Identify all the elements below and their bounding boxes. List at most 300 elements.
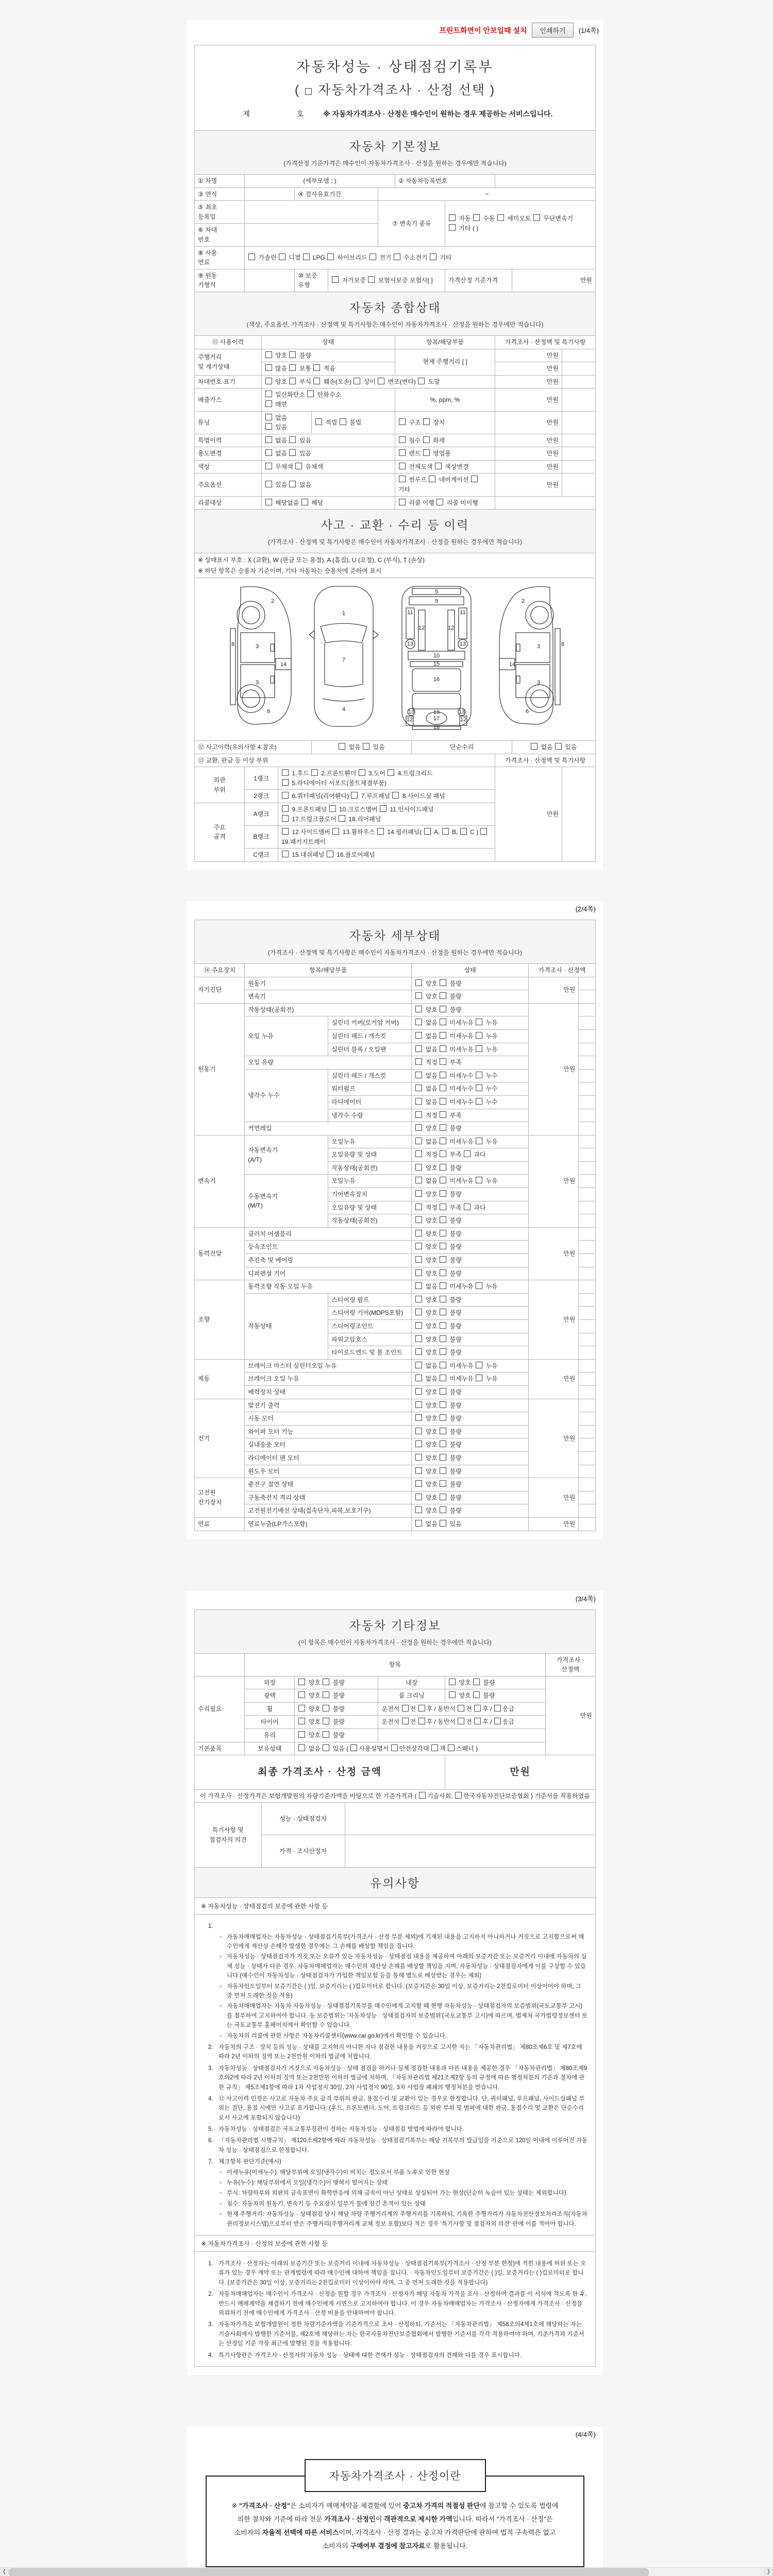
checkbox-icon[interactable] — [265, 463, 272, 469]
checkbox-icon[interactable] — [440, 1098, 446, 1105]
table-cell: 15.대쉬패널 16.플로어패널 — [278, 849, 495, 862]
checkbox-icon[interactable] — [429, 476, 435, 482]
checkbox-icon[interactable] — [440, 1216, 446, 1223]
checkbox-icon[interactable] — [423, 418, 430, 425]
checkbox-icon[interactable] — [415, 1322, 422, 1329]
checkbox-icon[interactable] — [415, 1124, 422, 1131]
bullet-icon: ◦ — [220, 2180, 222, 2187]
notice-bullet — [220, 2031, 588, 2041]
checkbox-icon[interactable] — [424, 828, 431, 835]
checkbox-icon[interactable] — [399, 476, 406, 482]
checkbox-icon[interactable] — [298, 1731, 305, 1738]
checkbox-icon[interactable] — [380, 805, 386, 812]
table-cell: 만원 — [529, 1517, 579, 1531]
table-cell — [579, 1043, 596, 1056]
checkbox-icon[interactable] — [476, 1098, 482, 1105]
checkbox-icon[interactable] — [494, 1705, 501, 1711]
checkbox-icon[interactable] — [265, 364, 272, 371]
checkbox-icon[interactable] — [391, 1744, 398, 1751]
checkbox-icon[interactable] — [415, 1058, 422, 1065]
checkbox-icon[interactable] — [471, 476, 478, 482]
checkbox-icon[interactable] — [415, 1494, 422, 1500]
checkbox-icon[interactable] — [480, 828, 487, 835]
checkbox-icon[interactable] — [323, 1679, 329, 1685]
checkbox-icon[interactable] — [473, 214, 480, 221]
checkbox-icon[interactable] — [449, 1691, 456, 1698]
checkbox-icon[interactable] — [440, 1124, 446, 1131]
section-subtitle: (가격조사 · 산정액 및 특기사항은 매수인이 자동차가격조사 · 산정을 원하는 경우에만 적습니다) — [267, 948, 523, 956]
print-toolbar — [187, 20, 603, 41]
table-row — [195, 1478, 596, 1492]
checkbox-icon[interactable] — [464, 1150, 470, 1157]
checkbox-icon[interactable] — [329, 805, 336, 812]
table-cell — [579, 1491, 596, 1504]
checkbox-icon[interactable] — [327, 851, 333, 857]
checkbox-icon[interactable] — [440, 1256, 446, 1263]
checkbox-icon[interactable] — [289, 481, 296, 487]
checkbox-icon[interactable] — [440, 1309, 446, 1315]
checkbox-icon[interactable] — [440, 1494, 446, 1500]
checkbox-icon[interactable] — [305, 88, 312, 95]
checkbox-icon[interactable] — [339, 815, 345, 822]
checkbox-icon[interactable] — [265, 391, 272, 397]
checkbox-icon[interactable] — [415, 1032, 422, 1039]
checkbox-icon[interactable] — [368, 276, 375, 283]
table-cell: 전기 — [195, 1399, 245, 1478]
checkbox-icon[interactable] — [476, 1072, 482, 1078]
checkbox-icon[interactable] — [323, 1718, 329, 1724]
table-cell: 와이퍼 모터 기능 — [245, 1425, 412, 1438]
checkbox-icon[interactable] — [474, 1718, 481, 1724]
table-row — [195, 1003, 596, 1016]
checkbox-icon[interactable] — [531, 743, 537, 750]
table-cell: ~ — [378, 188, 596, 201]
checkbox-icon[interactable] — [289, 351, 296, 358]
checkbox-icon[interactable] — [473, 1691, 480, 1698]
checkbox-icon[interactable] — [476, 1177, 482, 1183]
car-part-number: 12 — [460, 717, 466, 723]
checkbox-icon[interactable] — [440, 1480, 446, 1487]
checkbox-icon[interactable] — [494, 1718, 501, 1724]
notice-bullet-text: 부식: 차량하부와 외판의 금속표면이 화학반응에 의해 금속이 아닌 상태로 상실되어 가는 현상(단순히 녹슬어 있는 상태는 제외합니다) — [227, 2190, 566, 2197]
checkbox-icon[interactable] — [440, 1204, 446, 1210]
checkbox-icon[interactable] — [423, 449, 430, 456]
table-cell: 조향 — [195, 1280, 245, 1360]
checkbox-icon[interactable] — [476, 1375, 482, 1381]
checkbox-icon[interactable] — [440, 1414, 446, 1421]
notice-item-text: 자동차의 구조 · 장치 등의 성능 · 상태를 고지하지 아니한 자나 점검한 내용을 거짓으로 고지한 자는 「자동차관리법」 제80조제6호 및 제7호에 따라 2년 이하의 징역 또는 2천만원 이하의 벌금에 처합니다. — [219, 2044, 582, 2060]
notice-item — [208, 2094, 588, 2123]
checkbox-icon[interactable] — [415, 1204, 422, 1210]
checkbox-icon[interactable] — [415, 1480, 422, 1487]
checkbox-icon[interactable] — [282, 792, 289, 799]
checkbox-icon[interactable] — [354, 378, 360, 384]
notice-item — [208, 2064, 588, 2092]
checkbox-icon[interactable] — [282, 779, 289, 786]
checkbox-icon[interactable] — [476, 1282, 482, 1289]
checkbox-icon[interactable] — [419, 1792, 426, 1799]
checkbox-icon[interactable] — [399, 463, 406, 469]
checkbox-icon[interactable] — [415, 1084, 422, 1091]
checkbox-icon[interactable] — [415, 1335, 422, 1342]
table-cell: 만원 — [495, 434, 562, 447]
checkbox-icon[interactable] — [282, 769, 289, 776]
table-cell: 만원 — [545, 1676, 595, 1755]
checkbox-icon[interactable] — [415, 979, 422, 986]
checkbox-icon[interactable] — [289, 436, 296, 443]
checkbox-icon[interactable] — [440, 1150, 446, 1157]
form-title: 자동차성능 · 상태점검기록부 — [296, 59, 494, 75]
table-cell: 내장 — [378, 1676, 445, 1689]
checkbox-icon[interactable] — [431, 1744, 438, 1751]
checkbox-icon[interactable] — [399, 449, 406, 456]
car-part-number: 3 — [536, 643, 540, 650]
checkbox-icon[interactable] — [440, 1362, 446, 1368]
checkbox-icon[interactable] — [458, 1705, 464, 1711]
checkbox-icon[interactable] — [415, 1150, 422, 1157]
table-cell: 추진축 및 베어링 — [245, 1254, 412, 1267]
table-cell: 항목/해당부품 — [245, 963, 412, 977]
checkbox-icon[interactable] — [440, 1190, 446, 1197]
basic-info-table — [194, 174, 596, 292]
checkbox-icon[interactable] — [476, 1045, 482, 1052]
checkbox-icon[interactable] — [440, 1388, 446, 1395]
checkbox-icon[interactable] — [282, 851, 289, 857]
checkbox-icon[interactable] — [399, 418, 406, 425]
table-cell: 6.쿼터패널(리어휀다) 7.루프패널 8.사이드실 패널 — [278, 790, 495, 803]
checkbox-icon[interactable] — [418, 1705, 425, 1711]
checkbox-icon[interactable] — [402, 1718, 409, 1724]
checkbox-icon[interactable] — [497, 214, 504, 221]
checkbox-icon[interactable] — [282, 815, 289, 822]
table-cell: 워터펌프 — [328, 1082, 412, 1096]
checkbox-icon[interactable] — [332, 276, 339, 283]
checkbox-icon[interactable] — [415, 1111, 422, 1118]
checkbox-icon[interactable] — [440, 1177, 446, 1183]
checkbox-icon[interactable] — [440, 1019, 446, 1025]
checkbox-icon[interactable] — [363, 743, 369, 750]
checkbox-icon[interactable] — [415, 1190, 422, 1197]
checkbox-icon[interactable] — [265, 400, 272, 407]
checkbox-icon[interactable] — [289, 364, 296, 371]
checkbox-icon[interactable] — [415, 1006, 422, 1012]
checkbox-icon[interactable] — [474, 1705, 481, 1711]
checkbox-icon[interactable] — [415, 1388, 422, 1395]
checkbox-icon[interactable] — [440, 1084, 446, 1091]
checkbox-icon[interactable] — [415, 1440, 422, 1447]
checkbox-icon[interactable] — [440, 1282, 446, 1289]
checkbox-icon[interactable] — [449, 224, 456, 231]
checkbox-icon[interactable] — [415, 1414, 422, 1421]
checkbox-icon[interactable] — [442, 828, 449, 835]
table-cell: 윈도우 모터 — [245, 1465, 412, 1478]
checkbox-icon[interactable] — [265, 481, 272, 487]
notice-item-text: ⑫ 사고이력 인정은 사고로 자동차 주요 골격 부위의 판금, 용접수리 및 교환이 있는 경우로 한정합니다. 단, 쿼터패널, 루프패널, 사이드실패널 부위는 절단, 용접 시에만 사고로 표기합니다. (후드, 프론트펜더, 도어, 트렁크리드 등 외판 부위 및 범퍼에 대한 판금, 용접수리 및 교환은 단순수리로서 사고에 포함되지 않습니다) — [219, 2095, 585, 2121]
checkbox-icon[interactable] — [440, 1428, 446, 1434]
checkbox-icon[interactable] — [289, 378, 296, 384]
checkbox-icon[interactable] — [394, 253, 400, 260]
table-cell: 유리 — [245, 1729, 295, 1742]
checkbox-icon[interactable] — [313, 378, 320, 384]
checkbox-icon[interactable] — [440, 1230, 446, 1236]
checkbox-icon[interactable] — [313, 364, 320, 371]
checkbox-icon[interactable] — [415, 1467, 422, 1474]
checkbox-icon[interactable] — [323, 1744, 329, 1751]
checkbox-icon[interactable] — [392, 792, 399, 799]
checkbox-icon[interactable] — [298, 1691, 305, 1698]
checkbox-icon[interactable] — [423, 436, 430, 443]
table-cell: 실린더 블록 / 오일팬 — [328, 1043, 412, 1056]
checkbox-icon[interactable] — [415, 1282, 422, 1289]
checkbox-icon[interactable] — [339, 743, 345, 750]
checkbox-icon[interactable] — [399, 436, 406, 443]
table-cell — [562, 447, 595, 461]
checkbox-icon[interactable] — [415, 1428, 422, 1434]
table-cell: 침수 화재 — [395, 434, 495, 447]
checkbox-icon[interactable] — [435, 463, 442, 469]
checkbox-icon[interactable] — [440, 1506, 446, 1513]
table-cell — [195, 1653, 245, 1676]
table-cell — [579, 1346, 596, 1360]
checkbox-icon[interactable] — [265, 499, 272, 505]
checkbox-icon[interactable] — [415, 1177, 422, 1183]
table-cell: 수동변속기 (M/T) — [245, 1175, 328, 1227]
checkbox-icon[interactable] — [399, 499, 406, 505]
checkbox-icon[interactable] — [350, 1744, 357, 1751]
checkbox-icon[interactable] — [476, 1019, 482, 1025]
table-cell — [562, 473, 595, 496]
scrollbar-thumb[interactable] — [9, 2568, 649, 2576]
checkbox-icon[interactable] — [378, 378, 384, 384]
checkbox-icon[interactable] — [415, 1045, 422, 1052]
checkbox-icon[interactable] — [327, 253, 334, 260]
checkbox-icon[interactable] — [415, 1296, 422, 1302]
checkbox-icon[interactable] — [415, 1230, 422, 1236]
print-button[interactable]: 인쇄하기 — [532, 23, 573, 38]
checkbox-icon[interactable] — [289, 449, 296, 456]
checkbox-icon[interactable] — [464, 1204, 470, 1210]
checkbox-icon[interactable] — [555, 743, 562, 750]
checkbox-icon[interactable] — [323, 1705, 329, 1711]
checkbox-icon[interactable] — [298, 1705, 305, 1711]
checkbox-icon[interactable] — [415, 1309, 422, 1315]
table-cell: 가격조사 · 산정액 — [529, 963, 596, 977]
checkbox-icon[interactable] — [440, 979, 446, 986]
table-cell: 원동기 — [195, 1003, 245, 1135]
notice-item-number: 4. — [208, 2095, 213, 2102]
checkbox-icon[interactable] — [298, 1718, 305, 1724]
checkbox-icon[interactable] — [351, 792, 358, 799]
checkbox-icon[interactable] — [415, 1072, 422, 1078]
checkbox-icon[interactable] — [282, 828, 289, 835]
checkbox-icon[interactable] — [265, 449, 272, 456]
checkbox-icon[interactable] — [265, 423, 272, 430]
car-part-number: 5 — [434, 589, 438, 596]
table-cell: 기본품목 — [195, 1742, 245, 1755]
checkbox-icon[interactable] — [415, 1506, 422, 1513]
table-cell: 휠 — [245, 1702, 295, 1716]
table-row — [195, 1689, 596, 1703]
checkbox-icon[interactable] — [440, 1058, 446, 1065]
table-cell: 브레이크 오일 누유 — [245, 1372, 412, 1386]
notice-item — [208, 2043, 588, 2062]
checkbox-icon[interactable] — [415, 1362, 422, 1368]
checkbox-icon[interactable] — [440, 1032, 446, 1039]
checkbox-icon[interactable] — [440, 992, 446, 999]
checkbox-icon[interactable] — [440, 1164, 446, 1171]
checkbox-icon[interactable] — [340, 418, 346, 425]
table-cell: 자동변속기 (A/T) — [245, 1135, 328, 1175]
checkbox-icon[interactable] — [440, 1335, 446, 1342]
checkbox-icon[interactable] — [388, 769, 394, 776]
detail-condition-table — [194, 963, 596, 1531]
scroll-right-arrow-icon[interactable]: ❭ — [764, 2568, 773, 2576]
table-cell: 양호 불량 — [412, 1504, 529, 1518]
checkbox-icon[interactable] — [369, 253, 376, 260]
checkbox-icon[interactable] — [440, 1111, 446, 1118]
table-row — [195, 1716, 596, 1729]
checkbox-icon[interactable] — [415, 1269, 422, 1276]
checkbox-icon[interactable] — [402, 1705, 409, 1711]
checkbox-icon[interactable] — [415, 1019, 422, 1025]
table-cell: 없음 미세누유 누유 — [412, 1280, 529, 1294]
checkbox-icon[interactable] — [440, 1322, 446, 1329]
checkbox-icon[interactable] — [440, 1006, 446, 1012]
checkbox-icon[interactable] — [307, 391, 314, 397]
table-cell: 양호 불량 — [412, 1451, 529, 1465]
horizontal-scrollbar[interactable] — [0, 2567, 773, 2576]
checkbox-icon[interactable] — [476, 1362, 482, 1368]
table-cell: ⑤ 최초 등록일 — [195, 201, 245, 224]
checkbox-icon[interactable] — [415, 1520, 422, 1527]
section-subtitle: (색상, 주요옵션, 가격조사 · 산정액 및 특기사항은 매수인이 자동차가격조사 · 산정을 원하는 경우에만 적습니다) — [246, 320, 544, 328]
checkbox-icon[interactable] — [298, 1679, 305, 1685]
checkbox-icon[interactable] — [295, 463, 302, 469]
checkbox-icon[interactable] — [476, 1138, 482, 1144]
checkbox-icon[interactable] — [332, 828, 339, 835]
section-accident-history — [194, 509, 596, 553]
checkbox-icon[interactable] — [377, 828, 384, 835]
checkbox-icon[interactable] — [265, 378, 272, 384]
checkbox-icon[interactable] — [323, 1691, 329, 1698]
checkbox-icon[interactable] — [440, 1072, 446, 1078]
checkbox-icon[interactable] — [440, 1348, 446, 1355]
checkbox-icon[interactable] — [476, 1032, 482, 1039]
checkbox-icon[interactable] — [440, 1138, 446, 1144]
checkbox-icon[interactable] — [440, 1045, 446, 1052]
scroll-left-arrow-icon[interactable]: ❬ — [0, 2568, 9, 2576]
checkbox-icon[interactable] — [415, 1098, 422, 1105]
table-cell: 외장 — [245, 1676, 295, 1689]
checkbox-icon[interactable] — [533, 214, 540, 221]
checkbox-icon[interactable] — [440, 1467, 446, 1474]
checkbox-icon[interactable] — [440, 1296, 446, 1302]
checkbox-icon[interactable] — [440, 1401, 446, 1408]
checkbox-icon[interactable] — [298, 1744, 305, 1751]
checkbox-icon[interactable] — [315, 418, 322, 425]
checkbox-icon[interactable] — [311, 769, 318, 776]
checkbox-icon[interactable] — [440, 1440, 446, 1447]
checkbox-icon[interactable] — [415, 1164, 422, 1171]
table-cell: 냉각수 수량 — [328, 1109, 412, 1122]
checkbox-icon[interactable] — [265, 351, 272, 358]
table-cell — [562, 375, 595, 388]
table-cell — [579, 1517, 596, 1531]
notice-bullet-text: 침수: 자동차의 원동기, 변속기 등 주요장치 일부가 물에 잠긴 흔적이 있는 상태 — [227, 2200, 426, 2207]
section-misc-info — [194, 1609, 596, 1654]
checkbox-icon[interactable] — [415, 1454, 422, 1461]
table-cell: 9.프론트패널 10.크로스멤버 11.인사이드패널 17.트렁크플로어 18.리어패널 — [278, 803, 495, 826]
checkbox-icon[interactable] — [476, 1084, 482, 1091]
checkbox-icon[interactable] — [359, 769, 365, 776]
checkbox-icon[interactable] — [415, 1348, 422, 1355]
table-cell: 변속기 — [245, 990, 412, 1004]
checkbox-icon[interactable] — [415, 1375, 422, 1381]
table-row — [195, 1653, 596, 1676]
checkbox-icon[interactable] — [265, 436, 272, 443]
checkbox-icon[interactable] — [440, 1454, 446, 1461]
panel-rank-table — [194, 767, 596, 862]
table-cell: 운전석 전 후 / 동반석 전 후 / 응급 — [378, 1716, 545, 1729]
checkbox-icon[interactable] — [265, 414, 272, 420]
checkbox-icon[interactable] — [458, 1718, 464, 1724]
checkbox-icon[interactable] — [248, 253, 255, 260]
car-part-number: 13 — [459, 641, 466, 648]
checkbox-icon[interactable] — [418, 1718, 425, 1724]
checkbox-icon[interactable] — [415, 1216, 422, 1223]
checkbox-icon[interactable] — [440, 1375, 446, 1381]
car-part-number: 12 — [447, 625, 454, 632]
table-row — [195, 1742, 596, 1755]
checkbox-icon[interactable] — [415, 1138, 422, 1144]
checkbox-icon[interactable] — [449, 1679, 456, 1685]
checkbox-icon[interactable] — [301, 499, 308, 505]
checkbox-icon[interactable] — [415, 992, 422, 999]
checkbox-icon[interactable] — [415, 1243, 422, 1249]
checkbox-icon[interactable] — [440, 1243, 446, 1249]
table-cell: 양호 불량 — [412, 977, 529, 990]
table-cell: ⑨ 원동 기형식 — [195, 269, 245, 292]
checkbox-icon[interactable] — [473, 1679, 480, 1685]
checkbox-icon[interactable] — [415, 1401, 422, 1408]
checkbox-icon[interactable] — [455, 1792, 462, 1799]
checkbox-icon[interactable] — [448, 1744, 455, 1751]
checkbox-icon[interactable] — [303, 253, 310, 260]
checkbox-icon[interactable] — [440, 1269, 446, 1276]
checkbox-icon[interactable] — [449, 214, 456, 221]
checkbox-icon[interactable] — [460, 828, 467, 835]
form-page-3 — [187, 1606, 603, 2375]
car-part-number: 2 — [271, 598, 274, 605]
checkbox-icon[interactable] — [436, 499, 443, 505]
checkbox-icon[interactable] — [430, 253, 436, 260]
table-cell: 만원 — [495, 375, 562, 388]
checkbox-icon[interactable] — [282, 805, 289, 812]
checkbox-icon[interactable] — [440, 1520, 446, 1527]
checkbox-icon[interactable] — [415, 1256, 422, 1263]
checkbox-icon[interactable] — [418, 378, 425, 384]
table-cell: 자가보증 보험사보증 보험사[ ] — [328, 269, 445, 292]
section-title: 자동차 종합상태 — [349, 300, 441, 314]
table-cell: 적정 부족 과다 — [412, 1148, 529, 1162]
notice-item-number: 3. — [208, 2321, 213, 2328]
table-cell: 상태 — [261, 335, 395, 349]
table-cell — [579, 1161, 596, 1175]
checkbox-icon[interactable] — [323, 1731, 329, 1738]
car-part-number: 4 — [342, 706, 345, 713]
checkbox-icon[interactable] — [279, 253, 285, 260]
table-cell: 고전원전기배선 상태(접속단자,피복,보호기구) — [245, 1504, 412, 1518]
